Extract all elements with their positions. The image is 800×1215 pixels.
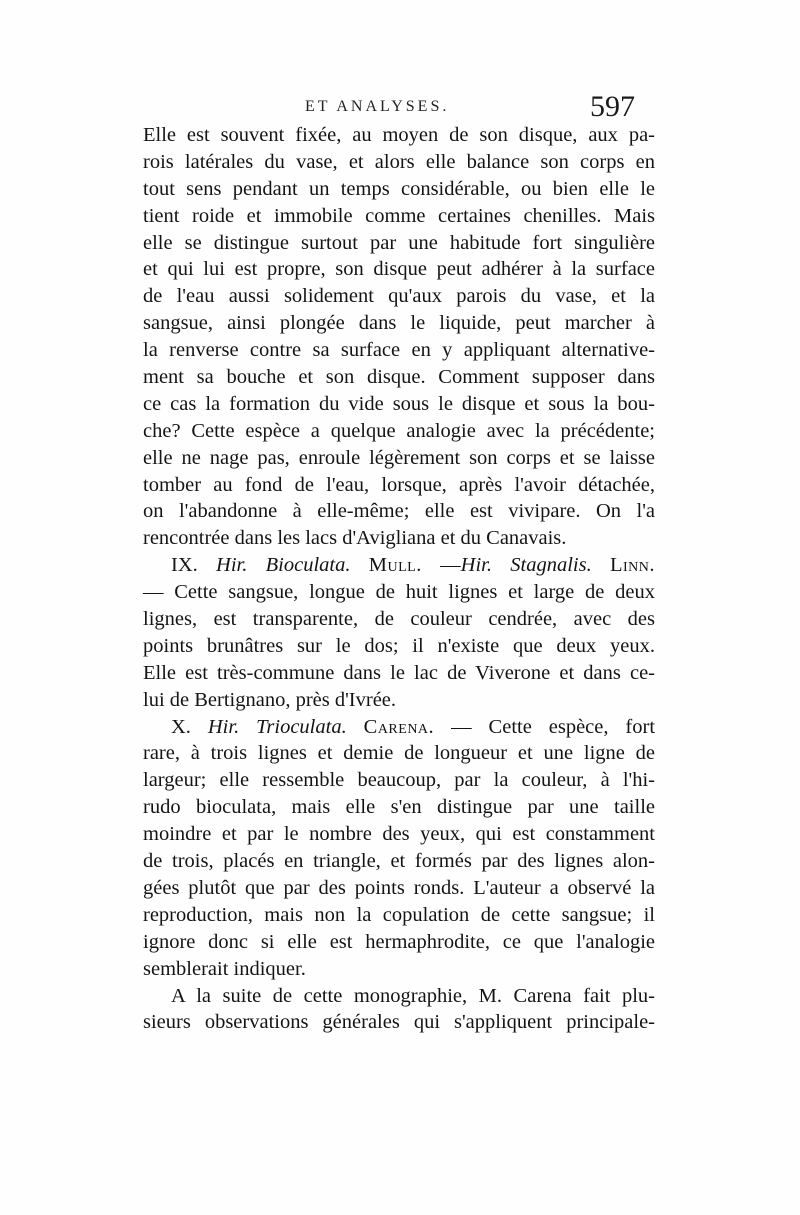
page-number: 597: [590, 90, 635, 123]
text-line: rois latérales du vase, et alors elle balance son corps en: [143, 150, 655, 173]
text-line: ignore donc si elle est hermaphrodite, ce que l'analogie: [143, 930, 655, 953]
section-heading-x: [143, 714, 655, 741]
text-line: che? Cette espèce a quelque analogie avec la précédente;: [143, 419, 655, 442]
text-line: tomber au fond de l'eau, lorsque, après l'avoir détachée,: [143, 473, 655, 496]
section-heading-ix: [143, 552, 655, 579]
running-head: [0, 90, 800, 124]
species-author: Linn.: [609, 554, 656, 577]
text-line: gées plutôt que par des points ronds. L'auteur a observé la: [143, 876, 655, 899]
section-numeral: X.: [171, 715, 191, 738]
text-line: sieurs observations générales qui s'appliquent principale-: [143, 1011, 655, 1034]
text-line: A la suite de cette monographie, M. Carena fait plu-: [171, 984, 655, 1007]
text-line: points brunâtres sur le dos; il n'existe que deux yeux.: [143, 634, 655, 657]
section-text: — Cette espèce, fort: [451, 715, 656, 738]
species-author: Carena.: [363, 715, 435, 738]
species-name: Hir. Bioculata.: [216, 554, 351, 577]
text-line: ment sa bouche et son disque. Comment supposer dans: [143, 366, 655, 389]
text-line: tout sens pendant un temps considérable, ou bien elle le: [143, 177, 655, 200]
text-line: — Cette sangsue, longue de huit lignes et large de deux: [143, 581, 655, 604]
text-line: elle se distingue surtout par une habitude fort singulière: [143, 231, 655, 254]
text-line: de trois, placés en triangle, et formés par des lignes alon-: [143, 850, 655, 873]
section-numeral: IX.: [171, 554, 198, 577]
species-name: Hir. Stagnalis.: [460, 554, 592, 577]
text-line: Elle est souvent fixée, au moyen de son disque, aux pa-: [143, 124, 655, 146]
text-line: on l'abandonne à elle-même; elle est vivipare. On l'a: [143, 500, 655, 523]
text-line: tient roide et immobile comme certaines chenilles. Mais: [143, 204, 655, 227]
text-line: rencontrée dans les lacs d'Avigliana et du Canavais.: [143, 527, 567, 550]
body-text: [143, 122, 655, 1036]
separator: —: [440, 554, 461, 577]
text-line: de l'eau aussi solidement qu'aux parois du vase, et la: [143, 285, 655, 308]
text-line: semblerait indiquer.: [143, 957, 306, 980]
text-line: elle ne nage pas, enroule légèrement son corps et se laisse: [143, 446, 655, 469]
text-line: la renverse contre sa surface en y appliquant alternative-: [143, 339, 655, 362]
text-line: lignes, est transparente, de couleur cendrée, avec des: [143, 608, 655, 631]
text-line: moindre et par le nombre des yeux, qui est constamment: [143, 823, 655, 846]
text-line: Elle est très-commune dans le lac de Viverone et dans ce-: [143, 661, 655, 684]
running-title: ET ANALYSES.: [305, 98, 450, 115]
text-line: ce cas la formation du vide sous le disque et sous la bou-: [143, 392, 655, 415]
text-line: rare, à trois lignes et demie de longueur et une ligne de: [143, 742, 655, 765]
text-line: reproduction, mais non la copulation de cette sangsue; il: [143, 903, 655, 926]
text-line: lui de Bertignano, près d'Ivrée.: [143, 688, 397, 711]
species-author: Mull.: [368, 554, 422, 577]
text-line: rudo bioculata, mais elle s'en distingue par une taille: [143, 796, 655, 819]
text-line: largeur; elle ressemble beaucoup, par la couleur, à l'hi-: [143, 769, 655, 792]
text-line: et qui lui est propre, son disque peut adhérer à la surface: [143, 258, 655, 281]
text-line: sangsue, ainsi plongée dans le liquide, peut marcher à: [143, 312, 655, 335]
species-name: Hir. Trioculata.: [207, 715, 347, 738]
